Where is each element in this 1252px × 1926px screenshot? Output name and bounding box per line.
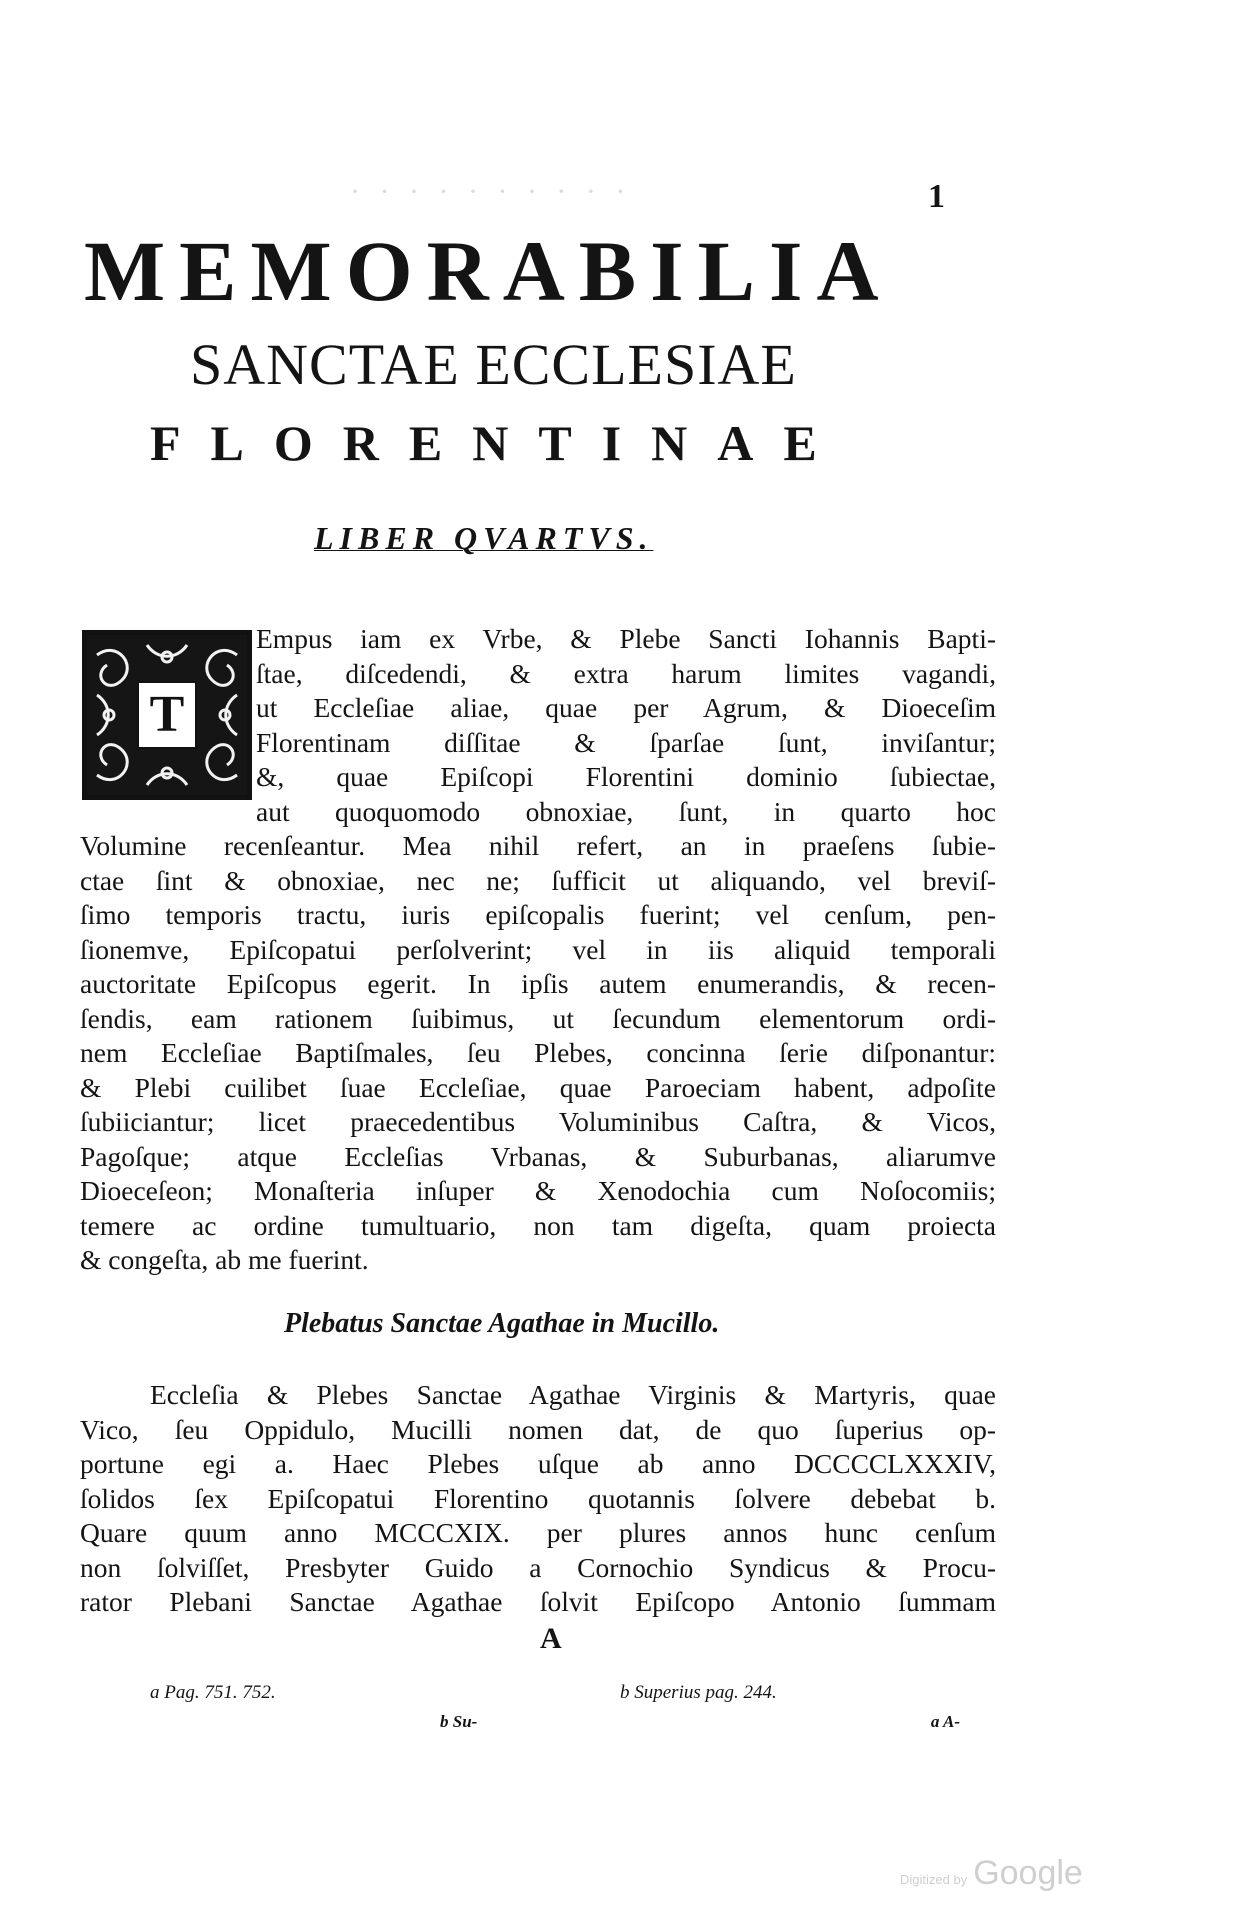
text-line: non ſolviſſet, Presbyter Guido a Cornochio Syndicus & Procu-	[80, 1551, 996, 1583]
title-line-3: FLORENTINAE	[150, 415, 847, 471]
text-line: &, quae Epiſcopi Florentini dominio ſubiectae,	[256, 761, 996, 792]
decorated-initial	[82, 630, 252, 800]
footnote-left: a Pag. 751. 752.	[150, 1682, 276, 1703]
main-paragraph	[80, 829, 996, 1278]
text-line: ſimo temporis tractu, iuris epiſcopalis fuerint; vel cenſum, pen-	[80, 899, 996, 930]
signature-mark: A	[540, 1622, 562, 1655]
text-line: ctae ſint & obnoxiae, nec ne; ſufficit ut aliquando, vel breviſ-	[80, 864, 996, 896]
text-line: ſionemve, Epiſcopatui perſolverint; vel in iis aliquid temporali	[80, 933, 996, 965]
text-line: ſendis, eam rationem ſuibimus, ut ſecundum elementorum ordi-	[80, 1002, 996, 1034]
text-line: Florentinam diſſitae & ſparſae ſunt, inviſantur;	[256, 726, 996, 758]
watermark-name: Google	[973, 1854, 1083, 1892]
text-line: auctoritate Epiſcopus egerit. In ipſis autem enumerandis, & recen-	[80, 968, 996, 999]
first-paragraph	[256, 622, 996, 829]
text-line: rator Plebani Sanctae Agathae ſolvit Epiſcopo Antonio ſummam	[80, 1586, 996, 1617]
book-heading: LIBER QVARTVS.	[314, 520, 654, 556]
second-paragraph	[80, 1378, 996, 1620]
text-line: Eccleſia & Plebes Sanctae Agathae Virginis & Martyris, quae	[150, 1379, 996, 1410]
section-heading: Plebatus Sanctae Agathae in Mucillo.	[284, 1308, 720, 1339]
text-line: temere ac ordine tumultuario, non tam digeſta, quam proiecta	[80, 1209, 996, 1241]
text-line: Quare quum anno MCCCXIX. per plures annos hunc cenſum	[80, 1517, 996, 1548]
text-line: Volumine recenſeantur. Mea nihil refert, an in praeſens ſubie-	[80, 830, 996, 861]
text-line: ſtae, diſcedendi, & extra harum limites vagandi,	[256, 657, 996, 689]
page-number: 1	[928, 178, 945, 215]
catchword-left: b Su-	[440, 1712, 478, 1731]
text-line: portune egi a. Haec Plebes uſque ab anno DCCCCLXXXIV,	[80, 1448, 996, 1479]
bleed-through-mark: · · · · · · · · · ·	[350, 175, 632, 208]
text-line: Empus iam ex Vrbe, & Plebe Sancti Iohannis Bapti-	[256, 623, 996, 654]
text-line: aut quoquomodo obnoxiae, ſunt, in quarto hoc	[256, 795, 996, 827]
text-line: & congeſta, ab me fuerint.	[80, 1244, 369, 1275]
text-line: & Plebi cuilibet ſuae Eccleſiae, quae Paroeciam habent, adpoſite	[80, 1071, 996, 1103]
initial-letter: T	[137, 681, 197, 749]
footnote-right: b Superius pag. 244.	[620, 1682, 777, 1703]
digitized-watermark	[900, 1854, 1083, 1893]
title-line-2: SANCTAE ECCLESIAE	[190, 332, 797, 397]
title-line-1: MEMORABILIA	[84, 223, 893, 319]
text-line: ut Eccleſiae aliae, quae per Agrum, & Dioeceſim	[256, 692, 996, 723]
text-line: Pagoſque; atque Eccleſias Vrbanas, & Suburbanas, aliarumve	[80, 1140, 996, 1172]
catchword-right: a A-	[930, 1712, 960, 1731]
text-line: nem Eccleſiae Baptiſmales, ſeu Plebes, concinna ſerie diſponantur:	[80, 1037, 996, 1068]
watermark-prefix: Digitized by	[900, 1872, 968, 1887]
text-line: Vico, ſeu Oppidulo, Mucilli nomen dat, de quo ſuperius op-	[80, 1413, 996, 1445]
text-line: ſubiiciantur; licet praecedentibus Voluminibus Caſtra, & Vicos,	[80, 1106, 996, 1137]
text-line: Dioeceſeon; Monaſteria inſuper & Xenodochia cum Noſocomiis;	[80, 1175, 996, 1206]
text-line: ſolidos ſex Epiſcopatui Florentino quotannis ſolvere debebat b.	[80, 1482, 996, 1514]
